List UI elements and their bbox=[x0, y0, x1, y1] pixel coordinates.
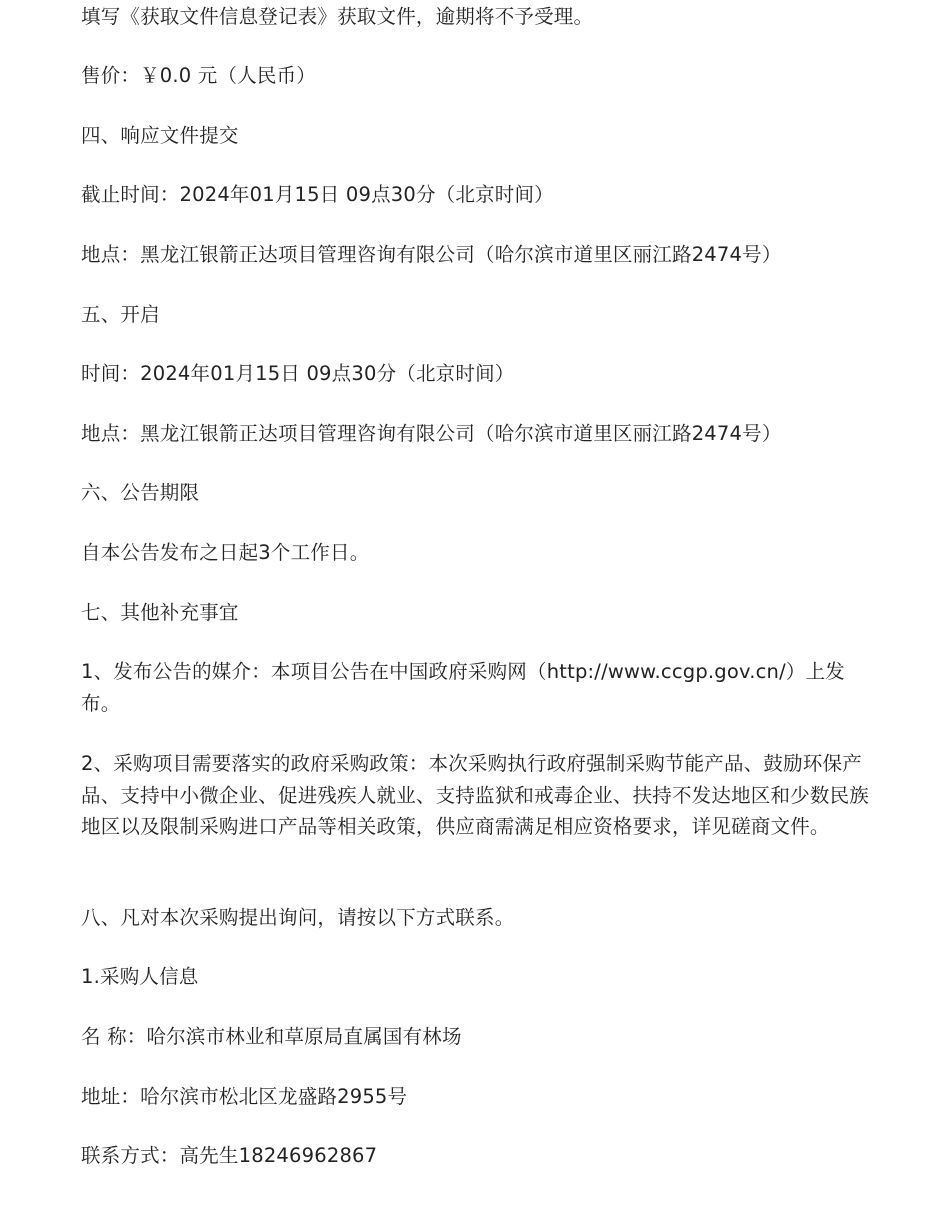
paragraph-opening-time: 时间：2024年01月15日 09点30分（北京时间） bbox=[81, 362, 515, 385]
paragraph-publication-media: 1、发布公告的媒介：本项目公告在中国政府采购网（http://www.ccgp.gov.cn/）上发布。 bbox=[81, 660, 845, 715]
section-heading-submission: 四、响应文件提交 bbox=[81, 124, 239, 147]
paragraph-submission-location: 地点：黑龙江银箭正达项目管理咨询有限公司（哈尔滨市道里区丽江路2474号） bbox=[81, 243, 782, 266]
section-heading-notice-period: 六、公告期限 bbox=[81, 481, 200, 504]
paragraph-procurement-policy: 2、采购项目需要落实的政府采购政策：本次采购执行政府强制采购节能产品、鼓励环保产品、支持中小微企业、促进残疾人就业、支持监狱和戒毒企业、扶持不发达地区和少数民族地区以及限制采购进口产品等相关政策，供应商需满足相应资格要求，详见磋商文件。 bbox=[81, 752, 870, 838]
paragraph-obtain-docs: 填写《获取文件信息登记表》获取文件，逾期将不予受理。 bbox=[81, 5, 594, 28]
paragraph-purchaser-contact: 联系方式：高先生18246962867 bbox=[81, 1144, 378, 1167]
section-heading-opening: 五、开启 bbox=[81, 303, 160, 326]
paragraph-deadline: 截止时间：2024年01月15日 09点30分（北京时间） bbox=[81, 183, 554, 206]
paragraph-purchaser-name: 名 称：哈尔滨市林业和草原局直属国有林场 bbox=[81, 1025, 462, 1048]
section-heading-other-matters: 七、其他补充事宜 bbox=[81, 601, 239, 624]
paragraph-purchaser-address: 地址：哈尔滨市松北区龙盛路2955号 bbox=[81, 1085, 408, 1108]
subheading-purchaser-info: 1.采购人信息 bbox=[81, 965, 199, 988]
section-heading-inquiry: 八、凡对本次采购提出询问，请按以下方式联系。 bbox=[81, 906, 515, 929]
paragraph-price: 售价：￥0.0 元（人民币） bbox=[81, 64, 317, 87]
paragraph-opening-location: 地点：黑龙江银箭正达项目管理咨询有限公司（哈尔滨市道里区丽江路2474号） bbox=[81, 422, 782, 445]
paragraph-notice-period: 自本公告发布之日起3个工作日。 bbox=[81, 541, 370, 564]
